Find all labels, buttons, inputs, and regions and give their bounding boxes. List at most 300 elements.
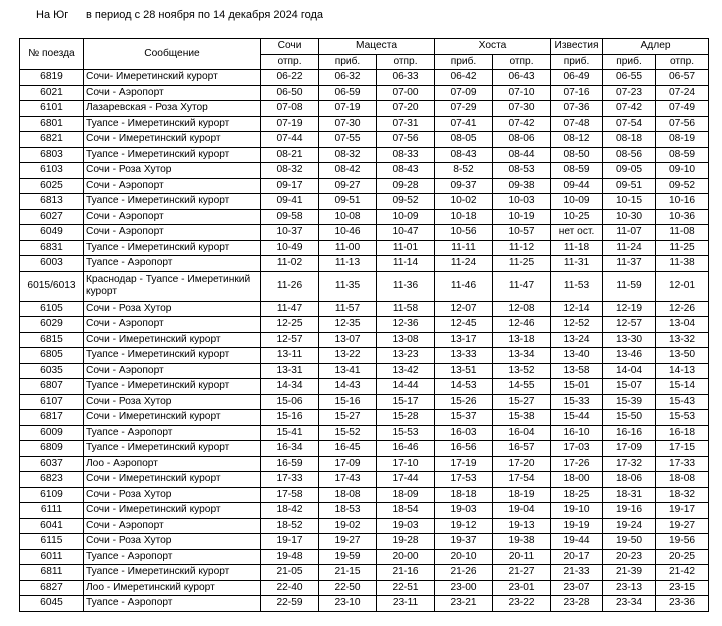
time-cell: 13-32	[656, 332, 709, 348]
train-number: 6041	[20, 518, 84, 534]
time-cell: 17-44	[377, 472, 435, 488]
time-cell: 11-59	[603, 271, 656, 301]
time-cell: 11-00	[319, 240, 377, 256]
time-cell: 15-17	[377, 394, 435, 410]
time-cell: 08-50	[551, 147, 603, 163]
time-cell: 08-33	[377, 147, 435, 163]
route-name: Краснодар - Туапсе - Имеретинкий курорт	[84, 271, 261, 301]
time-cell: 18-18	[435, 487, 493, 503]
time-cell: 19-03	[377, 518, 435, 534]
time-cell: 19-44	[551, 534, 603, 550]
time-cell: 14-34	[261, 379, 319, 395]
time-cell: 12-35	[319, 317, 377, 333]
time-cell: 10-15	[603, 194, 656, 210]
time-cell: 19-03	[435, 503, 493, 519]
train-number: 6027	[20, 209, 84, 225]
train-number: 6035	[20, 363, 84, 379]
time-cell: 23-13	[603, 580, 656, 596]
time-cell: 08-32	[261, 163, 319, 179]
train-number: 6817	[20, 410, 84, 426]
time-cell: 17-53	[435, 472, 493, 488]
table-row	[20, 256, 709, 272]
route-name: Туапсе - Имеретинский курорт	[84, 565, 261, 581]
table-row	[20, 580, 709, 596]
time-cell: 13-42	[377, 363, 435, 379]
train-number: 6819	[20, 70, 84, 86]
time-cell: 23-07	[551, 580, 603, 596]
route-name: Сочи - Роза Хутор	[84, 394, 261, 410]
time-cell: 16-03	[435, 425, 493, 441]
time-cell: 21-26	[435, 565, 493, 581]
time-cell: 08-43	[377, 163, 435, 179]
time-cell: 07-42	[603, 101, 656, 117]
time-cell: 07-44	[261, 132, 319, 148]
time-cell: 19-02	[319, 518, 377, 534]
time-cell: 13-58	[551, 363, 603, 379]
time-cell: 21-39	[603, 565, 656, 581]
time-cell: 10-03	[493, 194, 551, 210]
time-cell: 8-52	[435, 163, 493, 179]
time-cell: 17-33	[656, 456, 709, 472]
time-cell: 09-52	[656, 178, 709, 194]
time-cell: 16-46	[377, 441, 435, 457]
time-cell: 10-30	[603, 209, 656, 225]
time-cell: 07-19	[261, 116, 319, 132]
time-cell: 07-30	[319, 116, 377, 132]
time-cell: 11-07	[603, 225, 656, 241]
route-name: Лоо - Аэропорт	[84, 456, 261, 472]
time-cell: 10-19	[493, 209, 551, 225]
time-cell: 17-43	[319, 472, 377, 488]
time-cell: 09-58	[261, 209, 319, 225]
train-number: 6011	[20, 549, 84, 565]
time-cell: 13-30	[603, 332, 656, 348]
time-cell: 13-50	[656, 348, 709, 364]
time-cell: 19-27	[319, 534, 377, 550]
subheader-izvestiya-arr: приб.	[551, 54, 603, 70]
time-cell: 13-18	[493, 332, 551, 348]
train-number: 6801	[20, 116, 84, 132]
time-cell: 07-42	[493, 116, 551, 132]
header-station-matsesta: Мацеста	[319, 39, 435, 55]
time-cell: 11-47	[261, 301, 319, 317]
route-name: Сочи - Имеретинский курорт	[84, 410, 261, 426]
route-name: Туапсе - Аэропорт	[84, 425, 261, 441]
time-cell: 17-09	[319, 456, 377, 472]
time-cell: 06-33	[377, 70, 435, 86]
time-cell: 12-46	[493, 317, 551, 333]
time-cell: 07-55	[319, 132, 377, 148]
train-number: 6805	[20, 348, 84, 364]
time-cell: 16-56	[435, 441, 493, 457]
table-row	[20, 441, 709, 457]
time-cell: 15-43	[656, 394, 709, 410]
time-cell: 21-27	[493, 565, 551, 581]
time-cell: 18-09	[377, 487, 435, 503]
route-name: Сочи - Аэропорт	[84, 225, 261, 241]
time-cell: 23-21	[435, 596, 493, 612]
table-row	[20, 240, 709, 256]
time-cell: 19-59	[319, 549, 377, 565]
time-cell: 16-59	[261, 456, 319, 472]
table-row	[20, 596, 709, 612]
route-name: Сочи - Имеретинский курорт	[84, 132, 261, 148]
time-cell: 11-47	[493, 271, 551, 301]
time-cell: 12-07	[435, 301, 493, 317]
time-cell: 16-45	[319, 441, 377, 457]
time-cell: 17-09	[603, 441, 656, 457]
table-row	[20, 518, 709, 534]
time-cell: 19-56	[656, 534, 709, 550]
time-cell: 16-18	[656, 425, 709, 441]
time-cell: 06-55	[603, 70, 656, 86]
time-cell: 07-36	[551, 101, 603, 117]
time-cell: 15-26	[435, 394, 493, 410]
time-cell: 18-52	[261, 518, 319, 534]
time-cell: 18-31	[603, 487, 656, 503]
time-cell: 19-17	[261, 534, 319, 550]
table-row	[20, 194, 709, 210]
time-cell: 17-10	[377, 456, 435, 472]
train-number: 6045	[20, 596, 84, 612]
time-cell: 15-28	[377, 410, 435, 426]
header-station-khosta: Хоста	[435, 39, 551, 55]
time-cell: 12-14	[551, 301, 603, 317]
time-cell: 11-36	[377, 271, 435, 301]
time-cell: 11-13	[319, 256, 377, 272]
table-row	[20, 549, 709, 565]
time-cell: 06-43	[493, 70, 551, 86]
table-row	[20, 565, 709, 581]
time-cell: 13-11	[261, 348, 319, 364]
time-cell: 15-41	[261, 425, 319, 441]
time-cell: 16-57	[493, 441, 551, 457]
time-cell: 19-37	[435, 534, 493, 550]
time-cell: 14-04	[603, 363, 656, 379]
time-cell: 09-44	[551, 178, 603, 194]
time-cell: 11-35	[319, 271, 377, 301]
time-cell: 16-04	[493, 425, 551, 441]
time-cell: 22-50	[319, 580, 377, 596]
time-cell: 15-14	[656, 379, 709, 395]
time-cell: 12-36	[377, 317, 435, 333]
route-name: Туапсе - Аэропорт	[84, 549, 261, 565]
time-cell: 09-38	[493, 178, 551, 194]
train-number: 6025	[20, 178, 84, 194]
route-name: Сочи - Аэропорт	[84, 317, 261, 333]
time-cell: 14-44	[377, 379, 435, 395]
time-cell: 18-00	[551, 472, 603, 488]
time-cell: 14-53	[435, 379, 493, 395]
route-name: Туапсе - Имеретинский курорт	[84, 147, 261, 163]
time-cell: 22-59	[261, 596, 319, 612]
table-row	[20, 534, 709, 550]
route-name: Сочи - Имеретинский курорт	[84, 472, 261, 488]
time-cell: 11-18	[551, 240, 603, 256]
time-cell: 13-52	[493, 363, 551, 379]
time-cell: 13-31	[261, 363, 319, 379]
time-cell: 09-51	[603, 178, 656, 194]
time-cell: 15-06	[261, 394, 319, 410]
time-cell: 12-25	[261, 317, 319, 333]
time-cell: 08-18	[603, 132, 656, 148]
time-cell: 21-05	[261, 565, 319, 581]
route-name: Сочи - Роза Хутор	[84, 301, 261, 317]
time-cell: 11-02	[261, 256, 319, 272]
time-cell: 09-10	[656, 163, 709, 179]
time-cell: 06-22	[261, 70, 319, 86]
route-name: Сочи - Аэропорт	[84, 518, 261, 534]
time-cell: 19-17	[656, 503, 709, 519]
time-cell: 11-38	[656, 256, 709, 272]
time-cell: 23-22	[493, 596, 551, 612]
time-cell: 17-54	[493, 472, 551, 488]
table-row	[20, 178, 709, 194]
time-cell: 18-25	[551, 487, 603, 503]
table-row	[20, 487, 709, 503]
time-cell: 23-11	[377, 596, 435, 612]
time-cell: 10-18	[435, 209, 493, 225]
time-cell: 12-52	[551, 317, 603, 333]
time-cell: 09-52	[377, 194, 435, 210]
time-cell: 19-13	[493, 518, 551, 534]
time-cell: 07-24	[656, 85, 709, 101]
time-cell: 09-05	[603, 163, 656, 179]
table-row	[20, 394, 709, 410]
subheader-khosta-arr: приб.	[435, 54, 493, 70]
time-cell: 17-26	[551, 456, 603, 472]
time-cell: 13-34	[493, 348, 551, 364]
route-name: Лазаревская - Роза Хутор	[84, 101, 261, 117]
table-row	[20, 101, 709, 117]
time-cell: 21-15	[319, 565, 377, 581]
time-cell: 14-43	[319, 379, 377, 395]
time-cell: 17-20	[493, 456, 551, 472]
time-cell: 07-08	[261, 101, 319, 117]
time-cell: 12-45	[435, 317, 493, 333]
time-cell: 15-37	[435, 410, 493, 426]
time-cell: 13-07	[319, 332, 377, 348]
time-cell: 07-54	[603, 116, 656, 132]
time-cell: 11-08	[656, 225, 709, 241]
route-name: Сочи - Аэропорт	[84, 178, 261, 194]
time-cell: 11-26	[261, 271, 319, 301]
time-cell: 11-46	[435, 271, 493, 301]
time-cell: 11-24	[435, 256, 493, 272]
route-name: Сочи- Имеретинский курорт	[84, 70, 261, 86]
time-cell: 10-09	[551, 194, 603, 210]
train-number: 6101	[20, 101, 84, 117]
table-row	[20, 209, 709, 225]
time-cell: 15-44	[551, 410, 603, 426]
time-cell: 20-17	[551, 549, 603, 565]
route-name: Туапсе - Имеретинский курорт	[84, 240, 261, 256]
time-cell: 07-31	[377, 116, 435, 132]
time-cell: 17-19	[435, 456, 493, 472]
time-cell: 17-32	[603, 456, 656, 472]
train-number: 6831	[20, 240, 84, 256]
time-cell: 07-48	[551, 116, 603, 132]
time-cell: 10-57	[493, 225, 551, 241]
time-cell: 15-53	[656, 410, 709, 426]
time-cell: 15-27	[493, 394, 551, 410]
route-name: Лоо - Имеретинский курорт	[84, 580, 261, 596]
time-cell: 23-00	[435, 580, 493, 596]
time-cell: 14-13	[656, 363, 709, 379]
time-cell: 11-11	[435, 240, 493, 256]
route-name: Туапсе - Имеретинский курорт	[84, 379, 261, 395]
time-cell: 12-57	[261, 332, 319, 348]
time-cell: 06-42	[435, 70, 493, 86]
time-cell: 08-43	[435, 147, 493, 163]
time-cell: 19-04	[493, 503, 551, 519]
time-cell: 15-01	[551, 379, 603, 395]
time-cell: 15-39	[603, 394, 656, 410]
time-cell: 07-29	[435, 101, 493, 117]
time-cell: 13-22	[319, 348, 377, 364]
time-cell: 13-24	[551, 332, 603, 348]
time-cell: 06-49	[551, 70, 603, 86]
time-cell: 12-26	[656, 301, 709, 317]
time-cell: 13-41	[319, 363, 377, 379]
header-station-adler: Адлер	[603, 39, 709, 55]
time-cell: 09-51	[319, 194, 377, 210]
time-cell: 07-30	[493, 101, 551, 117]
time-cell: 08-59	[656, 147, 709, 163]
train-number: 6809	[20, 441, 84, 457]
time-cell: 16-34	[261, 441, 319, 457]
time-cell: 23-10	[319, 596, 377, 612]
time-cell: 20-11	[493, 549, 551, 565]
time-cell: 11-53	[551, 271, 603, 301]
time-cell: 15-27	[319, 410, 377, 426]
time-cell: 19-16	[603, 503, 656, 519]
time-cell: 11-37	[603, 256, 656, 272]
train-number: 6111	[20, 503, 84, 519]
train-number: 6009	[20, 425, 84, 441]
time-cell: 18-19	[493, 487, 551, 503]
time-cell: 10-56	[435, 225, 493, 241]
time-cell: 20-23	[603, 549, 656, 565]
time-cell: 14-55	[493, 379, 551, 395]
time-cell: 07-00	[377, 85, 435, 101]
time-cell: 10-47	[377, 225, 435, 241]
subheader-adler-arr: приб.	[603, 54, 656, 70]
time-cell: 15-52	[319, 425, 377, 441]
time-cell: 10-09	[377, 209, 435, 225]
table-row	[20, 425, 709, 441]
time-cell: 20-00	[377, 549, 435, 565]
time-cell: 17-15	[656, 441, 709, 457]
route-name: Сочи - Роза Хутор	[84, 487, 261, 503]
time-cell: 18-53	[319, 503, 377, 519]
time-cell: 17-58	[261, 487, 319, 503]
period-title: в период с 28 ноября по 14 декабря 2024 года	[86, 9, 324, 21]
time-cell: 23-15	[656, 580, 709, 596]
table-row	[20, 225, 709, 241]
time-cell: 08-56	[603, 147, 656, 163]
table-row	[20, 271, 709, 301]
route-name: Туапсе - Имеретинский курорт	[84, 441, 261, 457]
time-cell: 10-49	[261, 240, 319, 256]
time-cell: 15-16	[261, 410, 319, 426]
train-number: 6015/6013	[20, 271, 84, 301]
time-cell: 21-16	[377, 565, 435, 581]
train-number: 6813	[20, 194, 84, 210]
time-cell: 16-16	[603, 425, 656, 441]
train-number: 6815	[20, 332, 84, 348]
time-cell: 08-05	[435, 132, 493, 148]
time-cell: 19-12	[435, 518, 493, 534]
train-number: 6105	[20, 301, 84, 317]
time-cell: 10-37	[261, 225, 319, 241]
direction-title: На Юг	[36, 9, 69, 21]
table-row	[20, 163, 709, 179]
time-cell: 09-17	[261, 178, 319, 194]
time-cell: 06-59	[319, 85, 377, 101]
time-cell: 22-40	[261, 580, 319, 596]
route-name: Сочи - Роза Хутор	[84, 163, 261, 179]
table-row	[20, 456, 709, 472]
time-cell: 09-41	[261, 194, 319, 210]
time-cell: 11-25	[493, 256, 551, 272]
time-cell: 15-53	[377, 425, 435, 441]
time-cell: 17-33	[261, 472, 319, 488]
time-cell: 13-17	[435, 332, 493, 348]
time-cell: 08-12	[551, 132, 603, 148]
time-cell: 07-49	[656, 101, 709, 117]
time-cell: 10-16	[656, 194, 709, 210]
route-name: Сочи - Роза Хутор	[84, 534, 261, 550]
time-cell: 06-32	[319, 70, 377, 86]
train-number: 6807	[20, 379, 84, 395]
subheader-sochi-dep: отпр.	[261, 54, 319, 70]
time-cell: 13-40	[551, 348, 603, 364]
time-cell: 22-51	[377, 580, 435, 596]
time-cell: 13-23	[377, 348, 435, 364]
subheader-khosta-dep: отпр.	[493, 54, 551, 70]
table-row	[20, 147, 709, 163]
time-cell: 06-57	[656, 70, 709, 86]
route-name: Сочи - Аэропорт	[84, 85, 261, 101]
time-cell: 07-56	[377, 132, 435, 148]
train-number: 6003	[20, 256, 84, 272]
train-number: 6037	[20, 456, 84, 472]
table-row	[20, 348, 709, 364]
time-cell: 23-01	[493, 580, 551, 596]
time-cell: 12-01	[656, 271, 709, 301]
time-cell: 23-28	[551, 596, 603, 612]
time-cell: 19-19	[551, 518, 603, 534]
table-row	[20, 85, 709, 101]
route-name: Сочи - Аэропорт	[84, 363, 261, 379]
route-name: Туапсе - Имеретинский курорт	[84, 194, 261, 210]
timetable	[19, 38, 709, 612]
time-cell: 08-59	[551, 163, 603, 179]
time-cell: 13-46	[603, 348, 656, 364]
time-cell: 12-19	[603, 301, 656, 317]
time-cell: 12-08	[493, 301, 551, 317]
table-row	[20, 317, 709, 333]
time-cell: 07-09	[435, 85, 493, 101]
time-cell: 10-25	[551, 209, 603, 225]
train-number: 6811	[20, 565, 84, 581]
train-number: 6049	[20, 225, 84, 241]
time-cell: 11-58	[377, 301, 435, 317]
train-number: 6109	[20, 487, 84, 503]
time-cell: 15-33	[551, 394, 603, 410]
time-cell: 07-20	[377, 101, 435, 117]
